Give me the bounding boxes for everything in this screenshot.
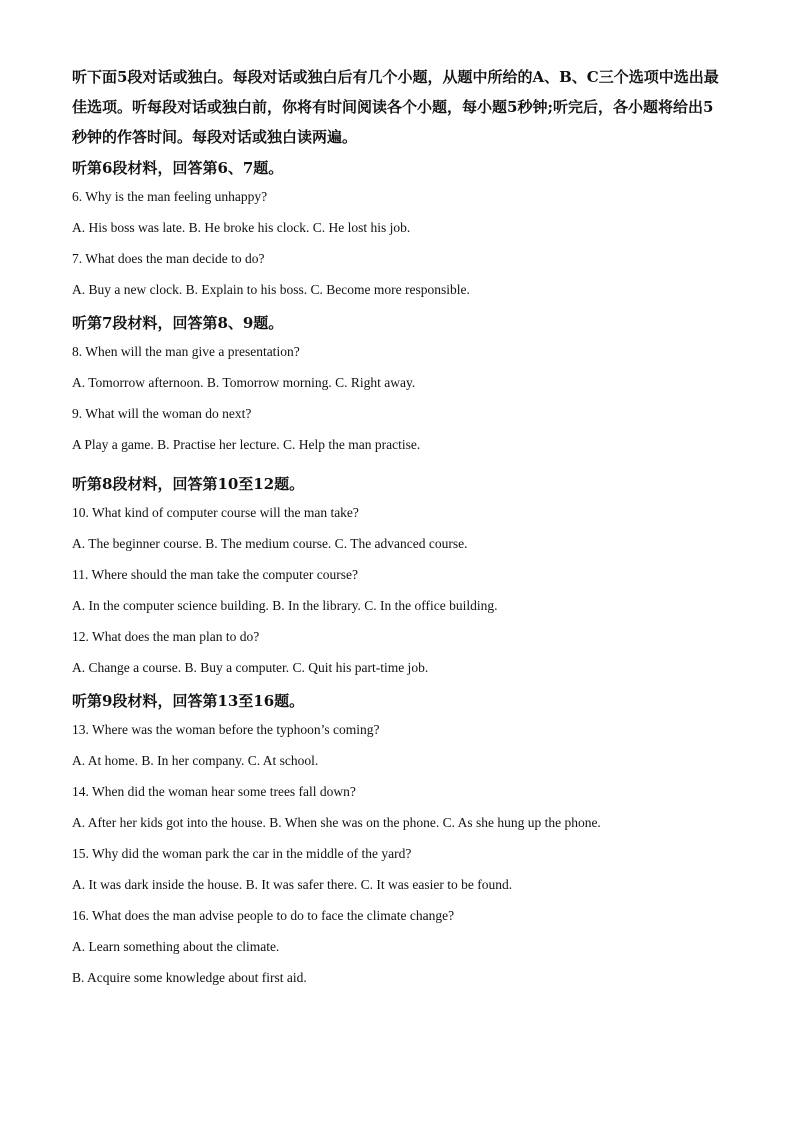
section-9 [72, 690, 728, 987]
option-line: A. His boss was late. B. He broke his clock. C. He lost his job. [72, 220, 411, 235]
question-12: 12. What does the man plan to do? [72, 629, 260, 644]
section-7 [72, 312, 728, 454]
option-line: A. Tomorrow afternoon. B. Tomorrow morning. C. Right away. [72, 375, 416, 390]
options-8 [72, 374, 728, 392]
option-line: A. Buy a new clock. B. Explain to his boss. C. Become more responsible. [72, 282, 470, 297]
options-15 [72, 876, 728, 894]
option-line: A. After her kids got into the house. B. When she was on the phone. C. As she hung up the phone. [72, 815, 601, 830]
exam-page [72, 62, 728, 1000]
question-9: 9. What will the woman do next? [72, 406, 252, 421]
option-line: A. Learn something about the climate. [72, 939, 280, 954]
option-line: A. In the computer science building. B. In the library. C. In the office building. [72, 598, 498, 613]
options-13 [72, 752, 728, 770]
options-12 [72, 659, 728, 677]
section-heading: 听第7段材料，回答第8、9题。 [72, 314, 284, 332]
options-9 [72, 436, 728, 454]
question-16: 16. What does the man advise people to do to face the climate change? [72, 908, 455, 923]
option-line: A. At home. B. In her company. C. At school. [72, 753, 319, 768]
section-heading: 听第9段材料，回答第13至16题。 [72, 692, 305, 710]
question-6: 6. Why is the man feeling unhappy? [72, 189, 268, 204]
question-7: 7. What does the man decide to do? [72, 251, 265, 266]
question-8: 8. When will the man give a presentation? [72, 344, 300, 359]
section-heading: 听第8段材料，回答第10至12题。 [72, 475, 305, 493]
options-11 [72, 597, 728, 615]
options-10 [72, 535, 728, 553]
option-line: B. Acquire some knowledge about first aid. [72, 970, 307, 985]
question-10: 10. What kind of computer course will the man take? [72, 505, 359, 520]
option-line: A. It was dark inside the house. B. It was safer there. C. It was easier to be found. [72, 877, 513, 892]
section-6 [72, 157, 728, 299]
option-line: A. Change a course. B. Buy a computer. C. Quit his part-time job. [72, 660, 429, 675]
question-15: 15. Why did the woman park the car in the middle of the yard? [72, 846, 412, 861]
options-6 [72, 219, 728, 237]
section-8 [72, 473, 728, 677]
options-14 [72, 814, 728, 832]
option-line: A Play a game. B. Practise her lecture. C. Help the man practise. [72, 437, 421, 452]
section-heading: 听第6段材料，回答第6、7题。 [72, 159, 284, 177]
options-7 [72, 281, 728, 299]
listening-instructions: 听下面5段对话或独白。每段对话或独白后有几个小题，从题中所给的A、B、C三个选项中选出最佳选项。听每段对话或独白前，你将有时间阅读各个小题，每小题5秒钟;听完后，各小题将给出5秒钟的作答时间。每段对话或独白读两遍。 [72, 68, 719, 146]
options-16 [72, 938, 728, 987]
option-line: A. The beginner course. B. The medium course. C. The advanced course. [72, 536, 468, 551]
question-11: 11. Where should the man take the computer course? [72, 567, 359, 582]
question-13: 13. Where was the woman before the typhoon’s coming? [72, 722, 380, 737]
question-14: 14. When did the woman hear some trees fall down? [72, 784, 356, 799]
